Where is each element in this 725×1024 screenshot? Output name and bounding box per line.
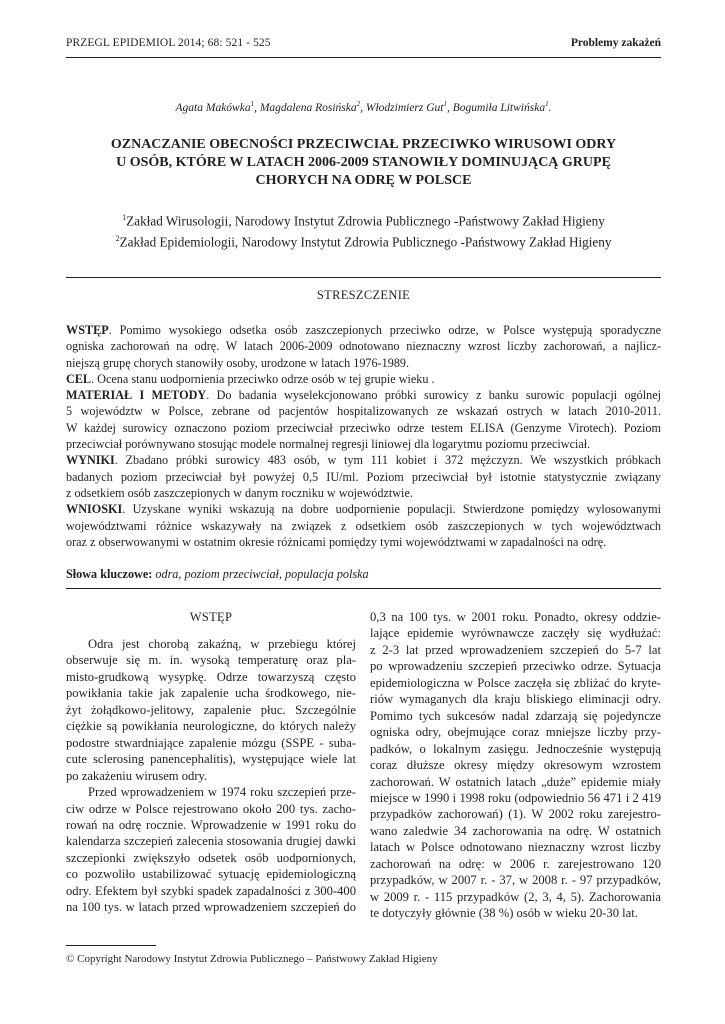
text-line: co pozwoliło ustabilizować sytuację epidemiologiczną [66,867,356,882]
title-line: OZNACZANIE OBECNOŚCI PRZECIWCIAŁ PRZECIWKO WIRUSOWI ODRY [110,137,617,152]
text-line: ogniska odry, obejmujące coraz mniejsze liczby przy- [370,725,661,740]
author-list: Agata Makówka$^1$, Magdalena Rosińska$^2$, Włodzimierz Gut$^1$, Bogumiła Litwińska$^1$. [175,100,552,114]
text-line: cute sclerosing panencephalitis), występujące wiele lat [66,752,356,767]
section-label: Problemy zakażeń [570,37,661,49]
abstract-line: 5 województw w Polsce, zebrane od pacjentów hospitalizowanych ze wskazań ostrych w latach 2010-2011. [66,404,661,419]
abstract-line: W każdej surowicy oznaczono poziom przeciwciał przeciwko odrze testem ELISA (Genzyme Virotech). Poziom [66,420,661,435]
abstract-line: WYNIKI. Zbadano próbki surowicy 483 osób, w tym 111 kobiet i 372 mężczyzn. We wszystkich próbkach [66,453,661,468]
text-line: miejsce w 1990 i 1998 roku (odpowiednio 56 471 i 2 419 [370,790,661,805]
text-line: lające epidemie wyrównawcze zaczęły się wydłużać: [370,626,661,641]
text-line: padków, o lokalnym zasięgu. Jednocześnie występują [370,741,661,756]
left-column [66,609,356,916]
abstract-line: oraz z obserwowanymi w ostatnim okresie różnicami pomiędzy tymi województwami w zapadalności na odrę. [66,534,607,549]
journal-citation: PRZEGL EPIDEMIOL 2014; 68: 521 - 525 [66,37,271,49]
keywords: Słowa kluczowe: odra, poziom przeciwciał, populacja polska [66,567,369,581]
abstract-line: CEL. Ocena stanu uodpornienia przeciwko odrze osób w tej grupie wieku . [66,371,435,386]
section-heading-intro: WSTĘP [189,610,233,624]
text-line: kalendarza szczepień zalecenia stosowania drugiej dawki [66,834,356,849]
abstract-line: badanych poziom przeciwciał był powyżej 0,5 IU/ml. Poziom przeciwciał był istotnie statystycznie związany [66,469,661,484]
affiliations [66,209,661,252]
abstract-line: WNIOSKI. Uzyskane wyniki wskazują na dobre uodpornienie populacji. Stwierdzone pomiędzy wylosowanymi [66,502,661,517]
abstract-line: niejszą grupę chorych stanowiły osoby, urodzone w latach 1976-1989. [66,355,410,370]
article-title [66,136,661,190]
text-line: powikłania takie jak zapalenie ucha środkowego, nie- [66,686,356,701]
text-line: zachorowań. W ostatnich latach „duże” epidemie miały [370,774,661,789]
text-line: obserwuje się m. in. wysoką temperaturę oraz pla- [66,653,356,668]
text-line: ciężkie są powikłania neurologiczne, do których należy [66,719,356,734]
author: Agata Makówka$^1$ [175,100,255,114]
affiliation: $^2$Zakład Epidemiologii, Narodowy Instytut Zdrowia Publicznego -Państwowy Zakład Higieny [115,234,612,250]
text-line: po wprowadzeniu szczepień przeciwko odrze. Sytuacja [370,659,661,674]
text-line: coraz dłuższe okresy między okresowym wzrostem [370,758,661,773]
abstract-line: WSTĘP. Pomimo wysokiego odsetka osób zaszczepionych przeciwko odrze, w Polsce występują sporadyczne [66,323,661,337]
text-line: 0,3 na 100 tys. w 2001 roku. Ponadto, okresy oddzie- [370,610,661,624]
text-line: Odra jest chorobą zakaźną, w przebiegu której [88,637,356,651]
text-line: rowań na odrę rocznie. Wprowadzenie w 1991 roku do [66,817,356,832]
text-line: żyt żołądkowo-jelitowy, zapalenie płuc. Szczególnie [66,702,356,717]
abstract-line: z odsetkiem osób zaszczepionych w danym roczniku w województwie. [66,485,413,500]
text-line: odry. Efektem był szybki spadek zapadalności z 300-400 [66,883,356,898]
title-line: U OSÓB, KTÓRE W LATACH 2006-2009 STANOWIŁY DOMINUJĄCĄ GRUPĘ [116,155,611,170]
text-line: riów wymaganych dla kraju bliskiego eliminacji odry. [370,692,661,707]
abstract-label: WYNIKI [66,453,115,468]
author: Włodzimierz Gut$^1$ [365,100,447,114]
footnote-divider [66,945,156,946]
copyright-footnote: © Copyright Narodowy Instytut Zdrowia Publicznego – Państwowy Zakład Higieny [66,953,438,965]
text-line: na 100 tys. w latach przed wprowadzeniem szczepień do [66,900,356,915]
header-divider [66,57,661,58]
abstract-heading: STRESZCZENIE [316,288,411,302]
abstract-label: WNIOSKI [66,502,123,517]
abstract-line: ogniska zachorowań na odrę. W latach 2006-2009 odnotowano nieznaczny wzrost liczby zachorowań, a najlicz- [66,339,661,354]
text-line: misto-grudkową wysypkę. Odrze towarzyszą często [66,669,356,684]
abstract-line: MATERIAŁ I METODY. Do badania wyselekcjonowano próbki surowicy z banku surowic populacji ogólnej [66,388,662,403]
text-line: epidemiologiczna w Polsce zaczęła się zbliżać do kryte- [370,675,661,690]
abstract-label: CEL [66,371,92,386]
text-line: te dotyczyły głównie (38 %) osób w wieku 20-30 lat. [370,906,638,921]
title-line: CHORYCH NA ODRĘ W POLSCE [255,173,472,188]
author: Bogumiła Litwińska$^1$ [452,100,549,114]
text-line: przypadków, w 2007 r. - 37, w 2008 r. - 97 przypadków, [370,873,661,888]
text-line: wano zaledwie 34 zachorowania na odrę. W ostatnich [370,823,661,838]
abstract-line: przeciwciał porównywano stosując modele normalnej regresji liniowej dla logarytmu poziomu przeciwciał. [66,437,591,452]
abstract-body [66,322,661,550]
keywords-divider [66,588,661,589]
abstract-top-divider [66,277,661,278]
text-line: z 2-3 lat przed wprowadzeniem szczepień do 5-7 lat [370,642,661,657]
right-column [370,609,661,922]
text-line: po zakażeniu wirusem odry. [66,768,208,783]
abstract-label: MATERIAŁ I METODY [66,388,207,403]
text-line: zachorowań na odrę: w 2006 r. zarejestrowano 120 [370,856,661,871]
author: Magdalena Rosińska$^2$ [259,100,361,114]
abstract-line: województwami różnice wskazywały na związek z odsetkiem osób zaszczepionych w tych województwach [66,518,661,533]
text-line: Pomimo tych sukcesów nadal zdarzają się pojedyncze [370,708,661,723]
text-line: przypadków zachorowań) (1). W 2002 roku zarejestro- [370,807,661,822]
text-line: latach w Polsce odnotowano nieznaczny wzrost liczby [370,840,661,855]
text-line: szczepionki zwiększyło odsetek osób uodpornionych, [66,850,356,865]
abstract-label: WSTĘP [66,323,109,337]
text-line: Przed wprowadzeniem w 1974 roku szczepień prze- [88,785,356,800]
text-line: w 2009 r. - 115 przypadków (2, 3, 4, 5). Zachorowania [370,889,661,904]
text-line: ciw odrze w Polsce rejestrowano około 200 tys. zacho- [66,801,356,816]
text-line: podostre stwardniające zapalenie mózgu (SSPE - suba- [66,735,356,750]
affiliation: $^1$Zakład Wirusologii, Narodowy Instytut Zdrowia Publicznego -Państwowy Zakład Higieny [122,213,605,229]
